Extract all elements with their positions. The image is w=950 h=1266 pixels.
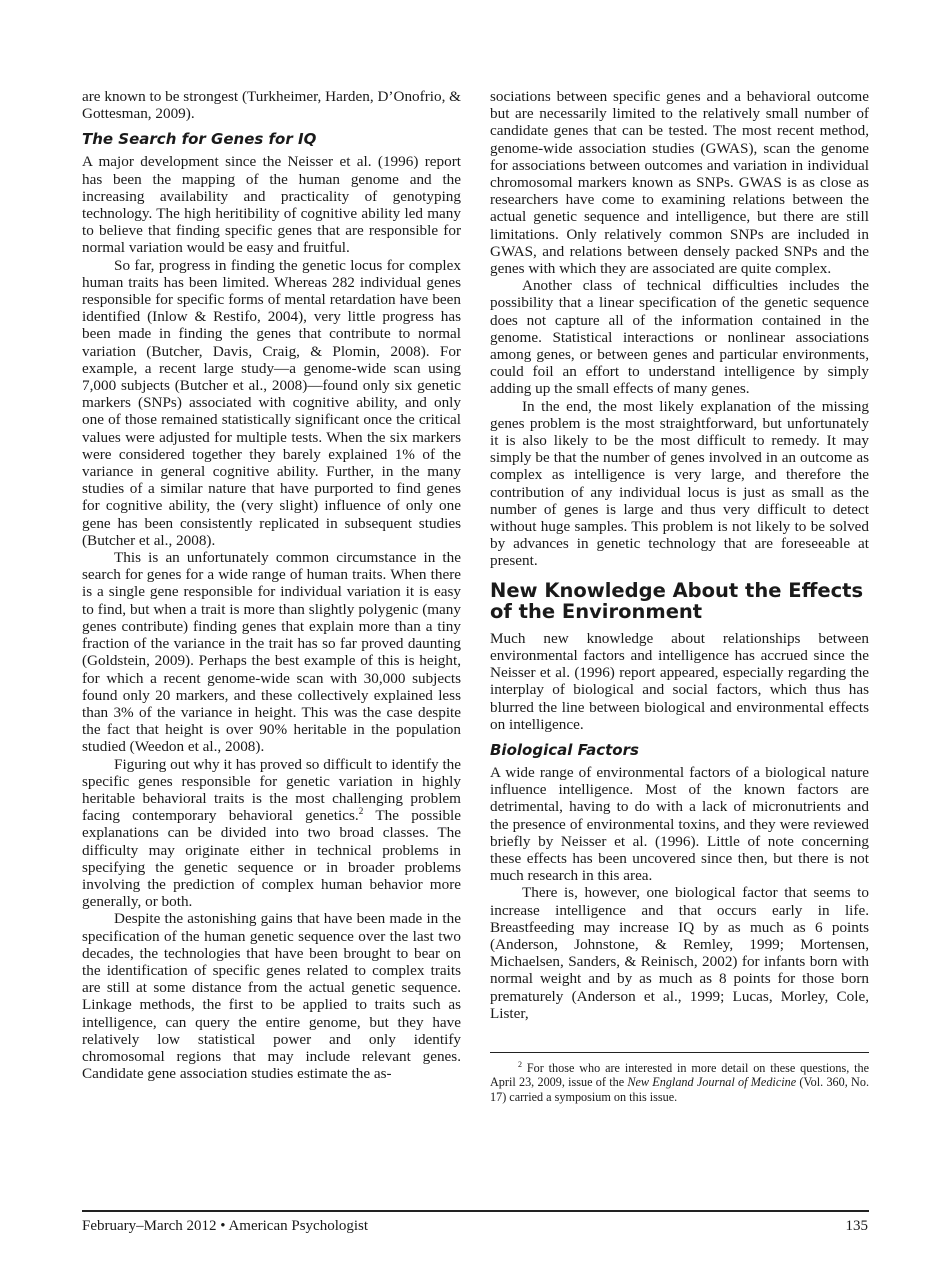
paragraph: Despite the astonishing gains that have been made in the specification of the human genetic sequence over the last two decades, the technologies that have been brought to bear on the identification of specific genes related to complex traits are still at some distance from the actual genetic sequence. Linkage methods, the first to be applied to traits such as intelligence, can query the entire genome, but they have relatively low statistical power and only identify chromosomal regions that may include relevant genes. Candidate gene association studies estimate the as- bbox=[82, 910, 461, 1083]
paragraph: Much new knowledge about relationships between environmental factors and intelligence has accrued since the Neisser et al. (1996) report appeared, especially regarding the interplay of biological and social factors, which thus has blurred the line between biological and environmental effects on intelligence. bbox=[490, 629, 869, 733]
paragraph: So far, progress in finding the genetic locus for complex human traits has been limited. Whereas 282 individual genes responsible for specific forms of mental retardation have been identified (Inlow & Restifo, 2004), very little progress has been made in finding the genes that contribute to normal variation (Butcher, Davis, Craig, & Plomin, 2008). For example, a recent large study—a genome-wide scan using 7,000 subjects (Butcher et al., 2008)—found only six genetic markers (SNPs) associated with cognitive ability, and only one of those remained statistically significant once the critical values were adjusted for multiple tests. When the six markers were considered together they barely explained 1% of the variance in general cognitive ability. Further, in the many studies of a similar nature that have purported to find genes for cognitive ability, the (very slight) influence of only one gene has been consistently replicated in subsequent studies (Butcher et al., 2008). bbox=[82, 256, 461, 549]
footer-divider bbox=[82, 1210, 869, 1212]
footnote-divider bbox=[490, 1052, 869, 1053]
heading-search-for-genes: The Search for Genes for IQ bbox=[82, 130, 317, 149]
paragraph-with-footnote-ref bbox=[82, 756, 461, 911]
footnote bbox=[490, 1061, 869, 1104]
paragraph-continuation: sociations between specific genes and a behavioral outcome but are necessarily limited to the relatively small number of candidate genes that can be tested. The most recent method, genome-wide association studies (GWAS), scan the genome for associations between outcomes and variation in individual chromosomal markers known as SNPs. GWAS is as close as researchers have come to examining relations between the actual genetic sequence and intelligence, but there are still limitations. Only relatively common SNPs are included in GWAS, and relations between densely packed SNPs and the genes with which they are associated are quite complex. bbox=[490, 88, 869, 278]
paragraph: There is, however, one biological factor that seems to increase intelligence and that occurs early in life. Breastfeeding may increase IQ by as much as 6 points (Anderson, Johnstone, & Remley, 1999; Mortensen, Michaelsen, Sanders, & Reinisch, 2002) for infants born with normal weight and by as much as 8 points for those born prematurely (Anderson et al., 1999; Lucas, Morley, Cole, Lister, bbox=[490, 884, 869, 1022]
section-heading-environment: New Knowledge About the Effects of the Environment bbox=[490, 578, 864, 623]
left-column bbox=[82, 88, 461, 1082]
paragraph: A wide range of environmental factors of a biological nature influence intelligence. Most of the known factors are detrimental, having to do with a lack of micronutrients and the presence of environmental toxins, and they were reviewed briefly by Neisser et al. (1996). Little of note concerning these effects has been uncovered since then, but there is not much research in this area. bbox=[490, 763, 869, 885]
footnote-text: (Vol. 360, No. 17) carried a symposium on this issue. bbox=[490, 1075, 869, 1104]
footer-journal-info: February–March 2012 • American Psychologist bbox=[82, 1218, 369, 1234]
paragraph: In the end, the most likely explanation of the missing genes problem is the most straightforward, but unfortunately it is also likely to be the most difficult to remedy. It may simply be that the number of genes involved in an outcome as complex as intelligence is very large, and therefore the contribution of any individual locus is just as small as the number of genes is large and thus very difficult to detect without huge samples. This problem is not likely to be solved by advances in genetic technology that are foreseeable at present. bbox=[490, 397, 869, 570]
page-number: 135 bbox=[845, 1218, 868, 1234]
footnote-reference: 2 bbox=[358, 807, 364, 818]
paragraph-text: Figuring out why it has proved so difficult to identify the specific genes responsible for genetic variation in highly heritable behavioral traits is the most challenging problem facing contemporary behavioral genetics. bbox=[82, 755, 461, 825]
right-column bbox=[490, 88, 869, 1104]
footnote-text: For those who are interested in more detail on these questions, the April 23, 2009, issue of the bbox=[490, 1061, 869, 1090]
footnote-journal-title: New England Journal of Medicine bbox=[627, 1075, 797, 1090]
subheading-biological-factors: Biological Factors bbox=[490, 740, 639, 759]
paragraph: A major development since the Neisser et al. (1996) report has been the mapping of the human genome and the increasing availability and practicality of genotyping technology. The high heritibility of cognitive ability led many to believe that finding specific genes that are responsible for normal variation would be easy and fruitful. bbox=[82, 153, 461, 257]
paragraph-text: The possible explanations can be divided into two broad classes. The difficulty may originate either in technical problems in specifying the genetic sequence or in broader problems involving the prediction of complex human behavior more generally, or both. bbox=[82, 807, 462, 911]
paragraph: Another class of technical difficulties includes the possibility that a linear specification of the genetic sequence does not capture all of the information contained in the genome. Statistical interactions or nonlinear associations among genes, or between genes and particular environments, could foil an effort to understand intelligence by simply adding up the small effects of many genes. bbox=[490, 277, 869, 398]
paragraph: This is an unfortunately common circumstance in the search for genes for a wide range of human traits. When there is a single gene responsible for individual variation it is easy to find, but when a trait is more than slightly polygenic (many genes contribute) finding genes that explain more than a tiny fraction of the variance in the trait has so far proved daunting (Goldstein, 2009). Perhaps the best example of this is height, for which a recent genome-wide scan with 30,000 subjects found only 20 markers, and these collectively explained less than 3% of the variance in height. This was the case despite the fact that height is over 90% heritable in the population studied (Weedon et al., 2008). bbox=[82, 549, 461, 756]
intro-fragment: are known to be strongest (Turkheimer, Harden, D’Onofrio, & Gottesman, 2009). bbox=[82, 88, 461, 123]
footnote-marker: 2 bbox=[518, 1059, 522, 1069]
article-page bbox=[82, 88, 869, 1188]
